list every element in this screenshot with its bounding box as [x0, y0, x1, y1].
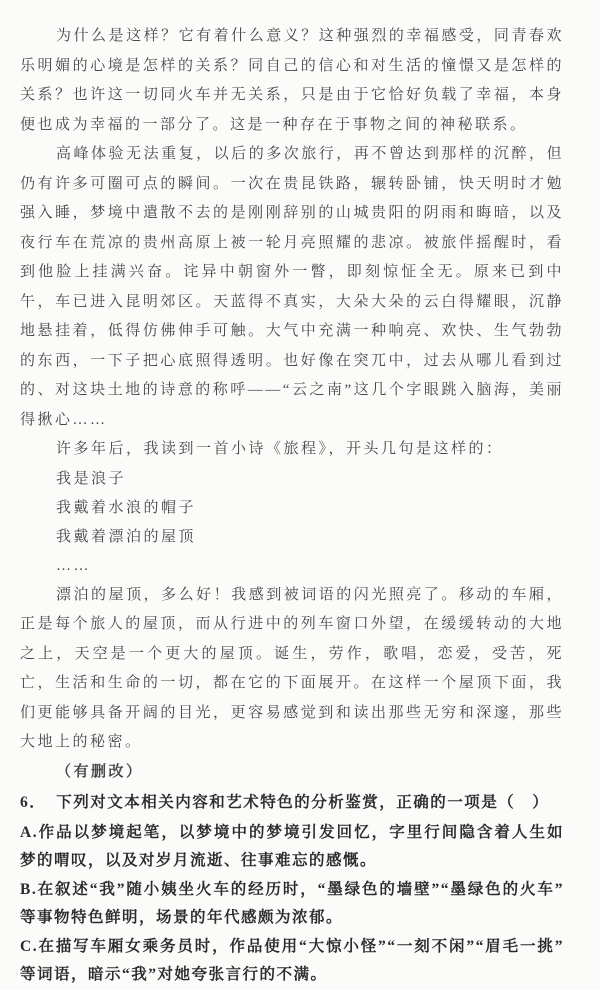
option-a-label: A.: [20, 823, 39, 841]
passage-attribution: （有删改）: [56, 763, 144, 780]
poem-ellipsis: ……: [56, 557, 91, 574]
option-c: [20, 933, 564, 990]
passage-paragraph: 为什么是这样？它有着什么意义？这种强烈的幸福感受，同青春欢乐明媚的心境是怎样的关系？同自己的信心和对生活的憧憬又是怎样的关系？也许这一切同火车并无关系，只是由于它恰好负载了幸福，本身便也成为幸福的一部分了。这是一种存在于事物之间的神秘联系。: [20, 28, 564, 133]
passage-paragraph: 许多年后，我读到一首小诗《旅程》，开头几句是这样的：: [56, 441, 504, 457]
question-6: [20, 789, 564, 990]
passage-paragraph: 高峰体验无法重复，以后的多次旅行，再不曾达到那样的沉醉，但仍有许多可圈可点的瞬间。一次在贵昆铁路，辗转卧铺，快天明时才勉强入睡，梦境中遣散不去的是刚刚辞别的山城贵阳的阴雨和晦暗，以及夜行车在荒凉的贵州高原上被一轮月亮照耀的悲凉。被旅伴摇醒时，看到他脸上挂满兴奋。诧异中朝窗外一瞥，即刻惊怔全无。原来已到中午，车已进入昆明郊区。天蓝得不真实，大朵大朵的云白得耀眼，沉静地悬挂着，低得仿佛伸手可触。大气中充满一种响亮、欢快、生气勃勃的东西，一下子把心底照得透明。也好像在突兀中，过去从哪儿看到过的、对这块土地的诗意的称呼——“云之南”这几个字眼跳入脑海，美丽得揪心……: [20, 146, 564, 428]
question-stem: [20, 789, 564, 818]
option-c-label: C.: [20, 937, 39, 955]
option-c-text: 在描写车厢女乘务员时，作品使用“大惊小怪”“一刻不闲”“眉毛一挑”等词语，暗示“我”对她夸张言行的不满。: [20, 937, 564, 983]
poem-line: 我是浪子: [56, 470, 127, 487]
option-b: [20, 876, 564, 933]
reading-passage: [20, 22, 564, 787]
quoted-poem: [20, 465, 564, 581]
option-b-label: B.: [20, 880, 38, 898]
poem-line: 我戴着水浪的帽子: [56, 499, 197, 516]
option-b-text: 在叙述“我”随小姨坐火车的经历时，“墨绿色的墙壁”“墨绿色的火车”等事物特色鲜明，场景的年代感颇为浓郁。: [20, 880, 564, 926]
poem-line: 我戴着漂泊的屋顶: [56, 528, 197, 545]
option-a: [20, 819, 564, 876]
option-a-text: 作品以梦境起笔，以梦境中的梦境引发回忆，字里行间隐含着人生如梦的喟叹，以及对岁月流逝、往事难忘的感慨。: [20, 823, 564, 869]
question-stem-text: 下列对文本相关内容和艺术特色的分析鉴赏，正确的一项是（ ）: [56, 794, 550, 811]
question-number: 6．: [20, 794, 47, 811]
passage-paragraph: 漂泊的屋顶，多么好！我感到被词语的闪光照亮了。移动的车厢，正是每个旅人的屋顶，而从行进中的列车窗口外望，在缓缓转动的大地之上，天空是一个更大的屋顶。诞生，劳作，歌唱，恋爱，受苦，死亡，生活和生命的一切，都在它的下面展开。在这样一个屋顶下面，我们更能够具备开阔的目光，更容易感觉到和读出那些无穷和深邃，那些大地上的秘密。: [20, 586, 564, 750]
